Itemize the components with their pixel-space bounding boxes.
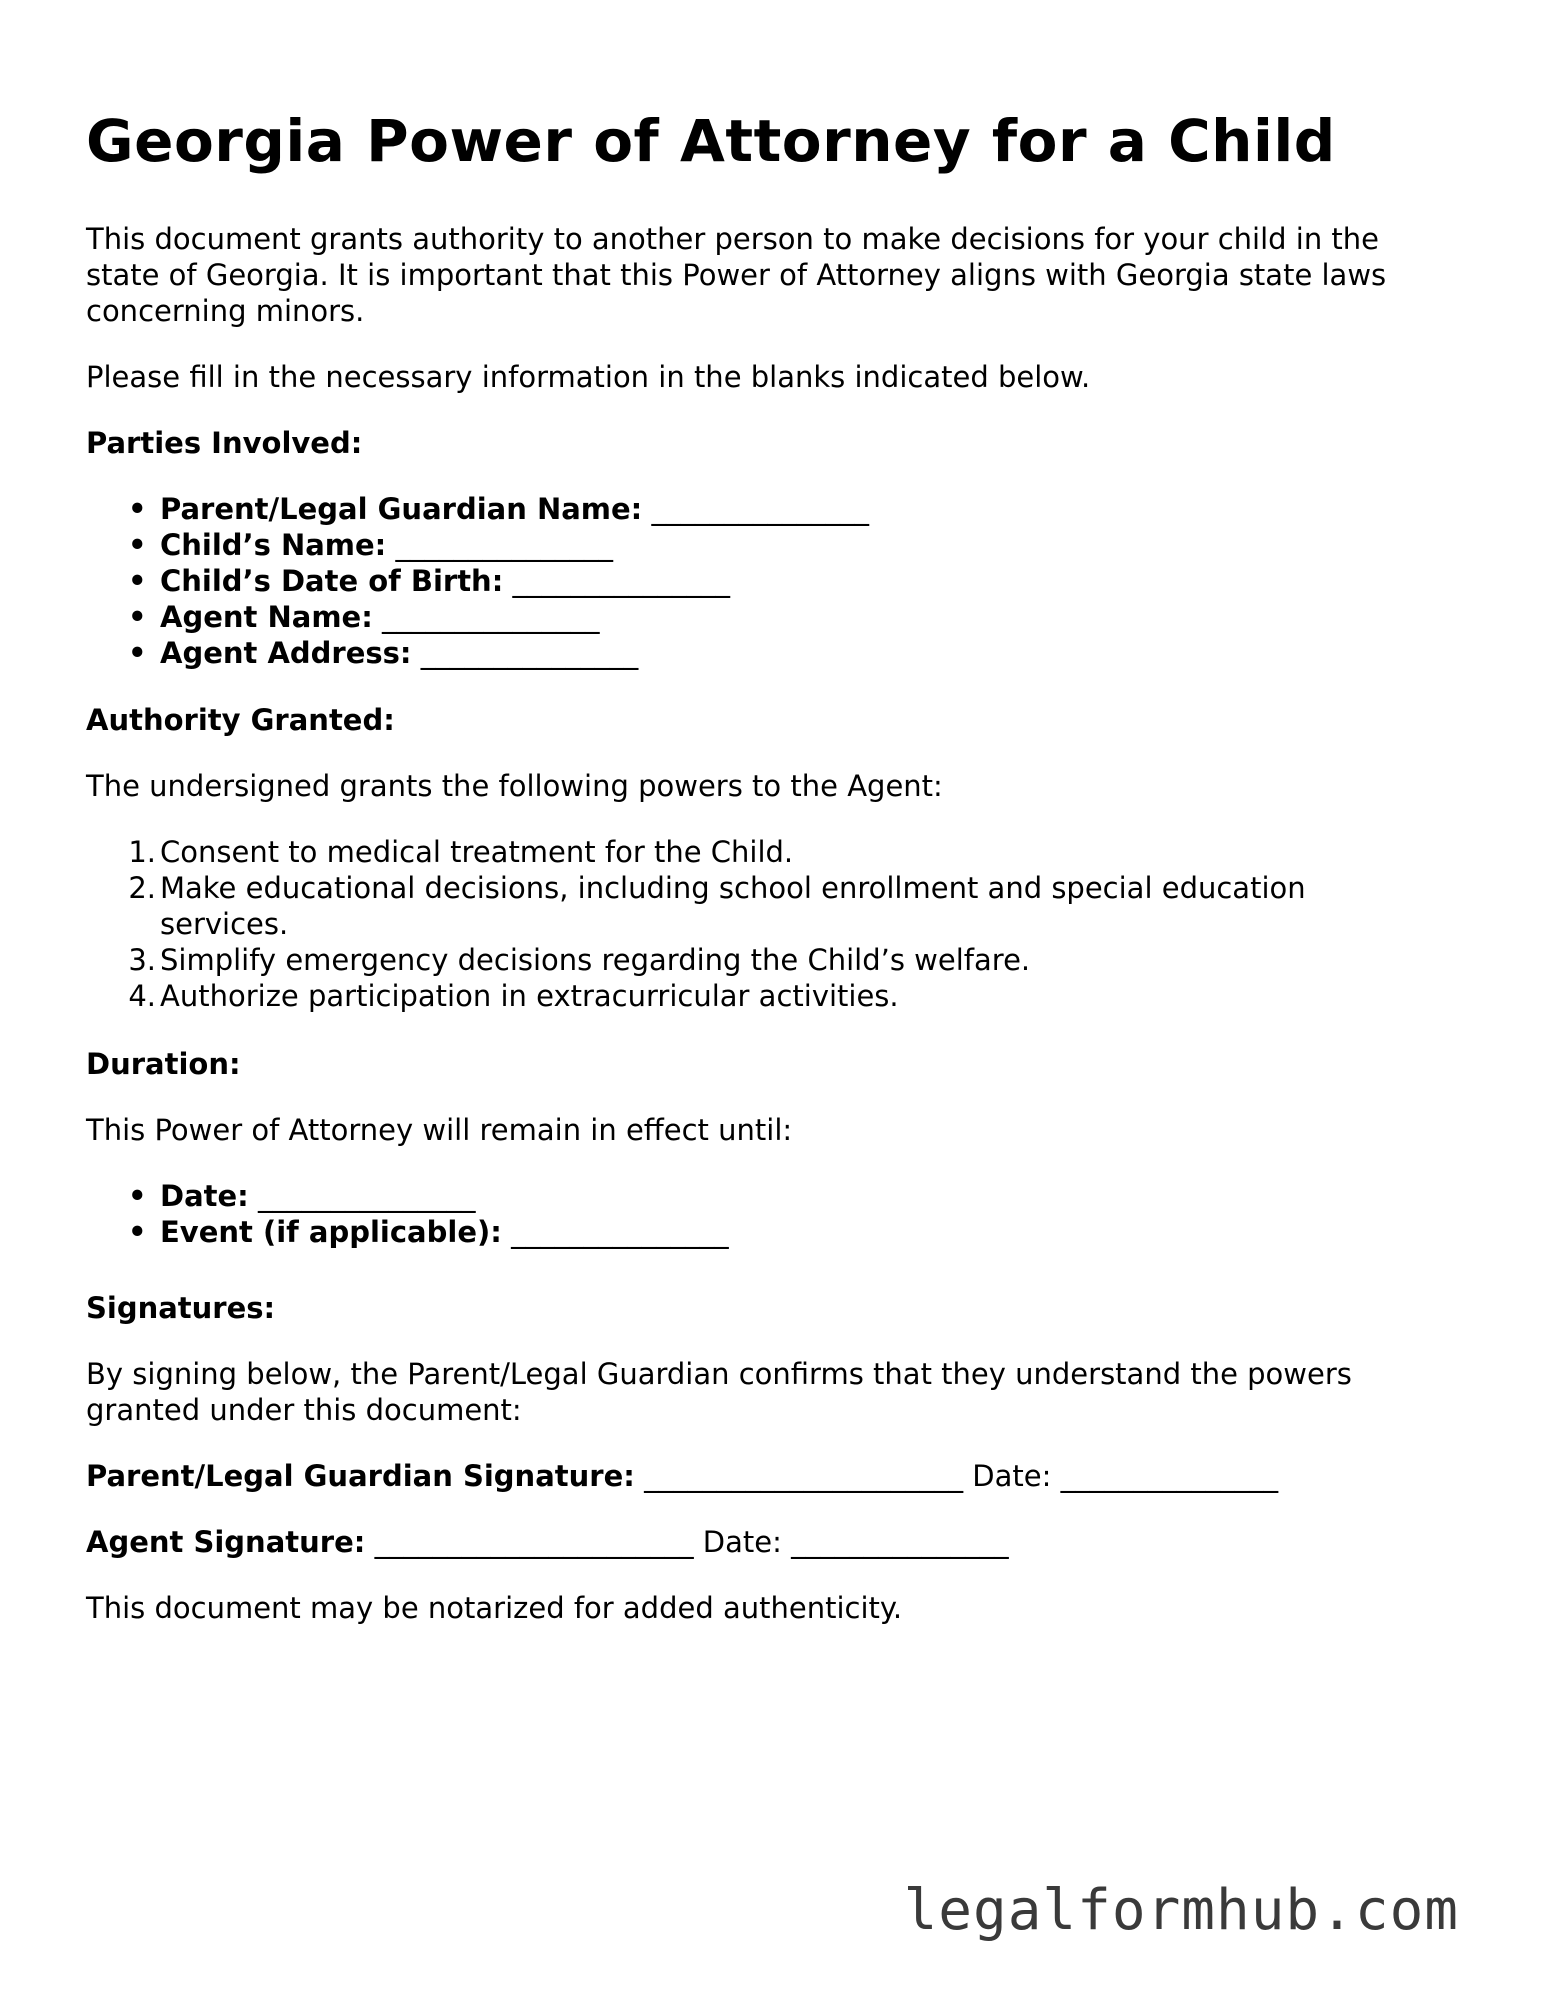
watermark-text: legalformhub.com <box>903 1878 1459 1943</box>
bullet-icon: • <box>128 600 147 634</box>
parent-signature-line <box>86 1458 1278 1494</box>
list-item <box>86 1214 729 1250</box>
blank-field[interactable]: _______________ <box>512 564 731 598</box>
field-label: Event (if applicable): <box>160 1215 502 1249</box>
blank-field[interactable]: _______________ <box>382 600 600 634</box>
parent-signature-blank[interactable]: ______________________ <box>644 1459 964 1493</box>
blank-field[interactable]: _______________ <box>511 1215 729 1249</box>
field-label: Date: <box>160 1179 249 1213</box>
list-item <box>86 635 869 671</box>
duration-lead: This Power of Attorney will remain in effect until: <box>86 1113 793 1147</box>
fill-instruction: Please fill in the necessary information in the blanks indicated below. <box>86 360 1091 394</box>
agent-signature-blank[interactable]: ______________________ <box>374 1525 694 1559</box>
intro-paragraph: This document grants authority to another person to make decisions for your child in the state of Georgia. It is important that this Power of Attorney aligns with Georgia state laws concerning minors. <box>86 222 1387 328</box>
duration-heading: Duration: <box>86 1047 241 1081</box>
blank-field[interactable]: _______________ <box>258 1179 476 1213</box>
parent-signature-label: Parent/Legal Guardian Signature: <box>86 1459 635 1493</box>
notarize-note: This document may be notarized for added authenticity. <box>86 1591 903 1625</box>
field-label: Parent/Legal Guardian Name: <box>160 492 643 526</box>
field-label: Child’s Date of Birth: <box>160 564 504 598</box>
list-item <box>86 1178 729 1214</box>
agent-date-label: Date: <box>702 1525 782 1559</box>
bullet-icon: • <box>128 1179 147 1213</box>
field-label: Agent Address: <box>160 636 412 670</box>
list-item <box>86 491 869 527</box>
list-item <box>86 599 869 635</box>
power-text: Authorize participation in extracurricular activities. <box>160 979 899 1013</box>
bullet-icon: • <box>128 636 147 670</box>
field-label: Child’s Name: <box>160 528 387 562</box>
authority-heading: Authority Granted: <box>86 703 395 737</box>
authority-lead: The undersigned grants the following powers to the Agent: <box>86 769 943 803</box>
power-text: Simplify emergency decisions regarding the Child’s welfare. <box>160 943 1031 977</box>
list-number: 3. <box>128 943 156 977</box>
list-item <box>86 527 869 563</box>
bullet-icon: • <box>128 492 147 526</box>
list-number: 1. <box>128 835 156 869</box>
list-item <box>86 834 1440 870</box>
agent-signature-label: Agent Signature: <box>86 1525 366 1559</box>
powers-list <box>86 834 1440 1014</box>
bullet-icon: • <box>128 1215 147 1249</box>
blank-field[interactable]: _______________ <box>420 636 639 670</box>
field-label: Agent Name: <box>160 600 373 634</box>
parent-date-label: Date: <box>972 1459 1052 1493</box>
parties-list <box>86 491 869 671</box>
parties-heading: Parties Involved: <box>86 426 363 460</box>
power-text: Make educational decisions, including school enrollment and special education services. <box>160 871 1306 941</box>
power-text: Consent to medical treatment for the Child. <box>160 835 794 869</box>
duration-list <box>86 1178 729 1250</box>
list-number: 2. <box>128 871 156 905</box>
signatures-lead: By signing below, the Parent/Legal Guardian confirms that they understand the powers granted under this document: <box>86 1357 1352 1427</box>
bullet-icon: • <box>128 564 147 598</box>
list-item <box>86 978 1440 1014</box>
document-title: Georgia Power of Attorney for a Child <box>86 107 1336 175</box>
list-item <box>86 870 1440 942</box>
list-item <box>86 563 869 599</box>
blank-field[interactable]: _______________ <box>651 492 869 526</box>
blank-field[interactable]: _______________ <box>395 528 613 562</box>
parent-date-blank[interactable]: _______________ <box>1060 1459 1279 1493</box>
bullet-icon: • <box>128 528 147 562</box>
signatures-heading: Signatures: <box>86 1291 276 1325</box>
agent-signature-line <box>86 1524 1009 1560</box>
list-item <box>86 942 1440 978</box>
list-number: 4. <box>128 979 156 1013</box>
agent-date-blank[interactable]: _______________ <box>791 1525 1009 1559</box>
